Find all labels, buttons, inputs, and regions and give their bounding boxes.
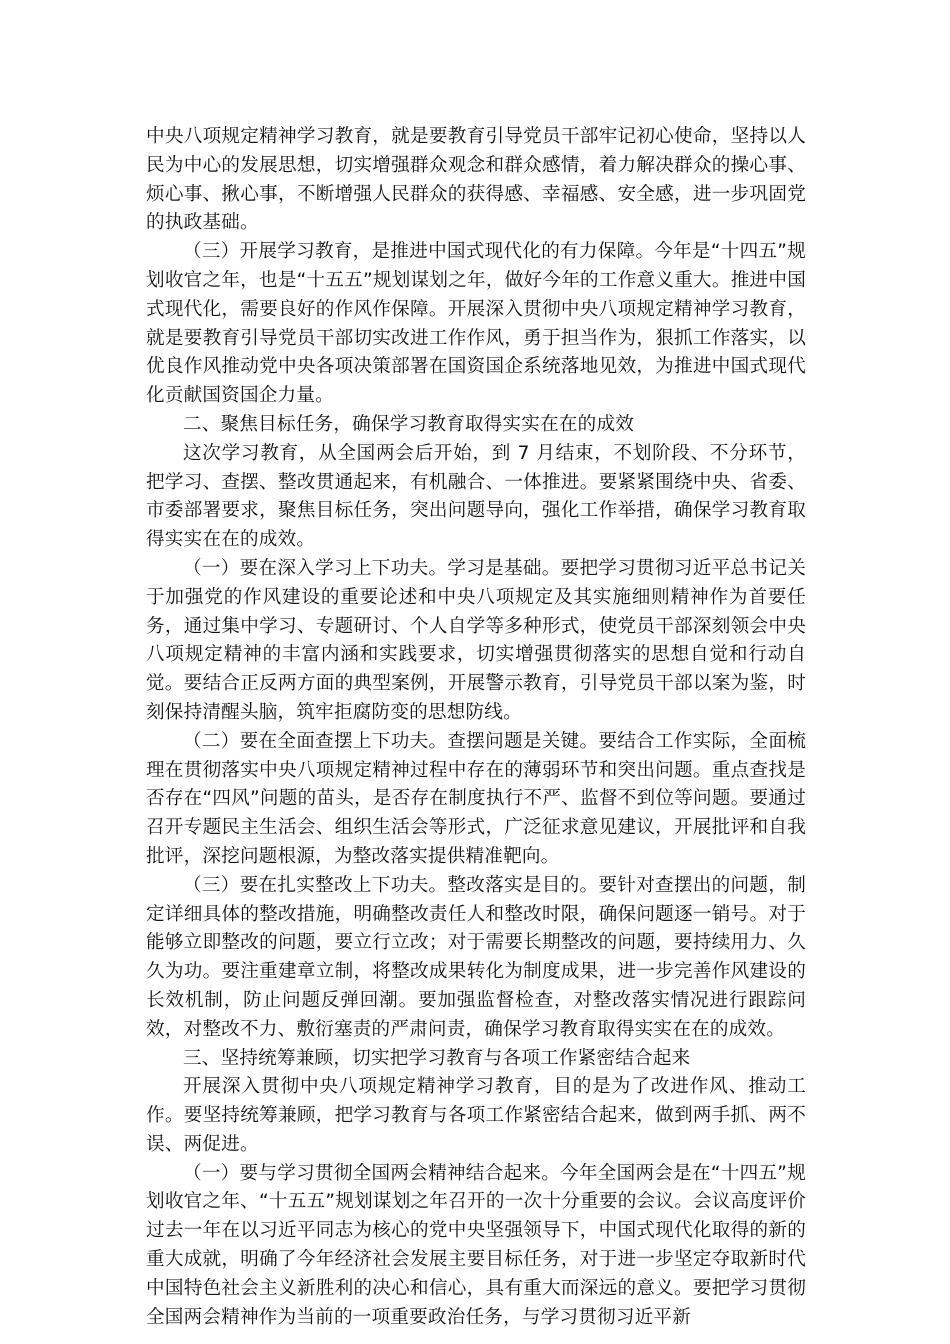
section-heading-two: 二、聚焦目标任务，确保学习教育取得实实在在的成效 — [183, 413, 635, 435]
paragraph-body: 开展深入贯彻中央八项规定精神学习教育，目的是为了改进作风、推动工作。要坚持统筹兼顾，把学习教育与各项工作紧密结合起来，做到两手抓、两不误、两促进。 — [146, 1076, 806, 1155]
paragraph-body: 这次学习教育，从全国两会后开始，到 7 月结束，不划阶段、不分环节，把学习、查摆、整改贯通起来，有机融合、一体推进。要紧紧围绕中央、省委、市委部署要求，聚焦目标任务，突出问题导向，强化工作举措，确保学习教育取得实实在在的成效。 — [146, 442, 806, 551]
paragraph-body: （二）要在全面查摆上下功夫。查摆问题是关键。要结合工作实际，全面梳理在贯彻落实中央八项规定精神过程中存在的薄弱环节和突出问题。重点查找是否存在“四风”问题的苗头，是否存在制度执行不严、监督不到位等问题。要通过召开专题民主生活会、组织生活会等形式，广泛征求意见建议，开展批评和自我批评，深挖问题根源，为整改落实提供精准靶向。 — [146, 730, 806, 867]
paragraph-body: （三）开展学习教育，是推进中国式现代化的有力保障。今年是“十四五”规划收官之年，也是“十五五”规划谋划之年，做好今年的工作意义重大。推进中国式现代化，需要良好的作风作保障。开展深入贯彻中央八项规定精神学习教育，就是要教育引导党员干部切实改进工作作风，勇于担当作为，狠抓工作落实，以优良作风推动党中央各项决策部署在国资国企系统落地见效，为推进中国式现代化贡献国资国企力量。 — [146, 241, 806, 407]
document-body — [146, 123, 806, 1332]
paragraph-body: （一）要与学习贯彻全国两会精神结合起来。今年全国两会是在“十四五”规划收官之年、“十五五”规划谋划之年召开的一次十分重要的会议。会议高度评价过去一年在以习近平同志为核心的党中央坚强领导下，中国式现代化取得的新的重大成就，明确了今年经济社会发展主要目标任务，对于进一步坚定夺取新时代中国特色社会主义新胜利的决心和信心，具有重大而深远的意义。要把学习贯彻全国两会精神作为当前的一项重要政治任务，与学习贯彻习近平新 — [146, 1162, 806, 1328]
paragraph-continuation: 中央八项规定精神学习教育，就是要教育引导党员干部牢记初心使命，坚持以人民为中心的发展思想，切实增强群众观念和群众感情，着力解决群众的操心事、烦心事、揪心事，不断增强人民群众的获得感、幸福感、安全感，进一步巩固党的执政基础。 — [146, 126, 806, 234]
paragraph-body: （三）要在扎实整改上下功夫。整改落实是目的。要针对查摆出的问题，制定详细具体的整改措施，明确整改责任人和整改时限，确保问题逐一销号。对于能够立即整改的问题，要立行立改；对于需要长期整改的问题，要持续用力、久久为功。要注重建章立制，将整改成果转化为制度成果，进一步完善作风建设的长效机制，防止问题反弹回潮。要加强监督检查，对整改落实情况进行跟踪问效，对整改不力、敷衍塞责的严肃问责，确保学习教育取得实实在在的成效。 — [146, 874, 806, 1040]
paragraph-body: （一）要在深入学习上下功夫。学习是基础。要把学习贯彻习近平总书记关于加强党的作风建设的重要论述和中央八项规定及其实施细则精神作为首要任务，通过集中学习、专题研讨、个人自学等多种形式，使党员干部深刻领会中央八项规定精神的丰富内涵和实践要求，切实增强贯彻落实的思想自觉和行动自觉。要结合正反两方面的典型案例，开展警示教育，引导党员干部以案为鉴，时刻保持清醒头脑，筑牢拒腐防变的思想防线。 — [146, 557, 806, 723]
section-heading-three: 三、坚持统筹兼顾，切实把学习教育与各项工作紧密结合起来 — [183, 1047, 691, 1069]
